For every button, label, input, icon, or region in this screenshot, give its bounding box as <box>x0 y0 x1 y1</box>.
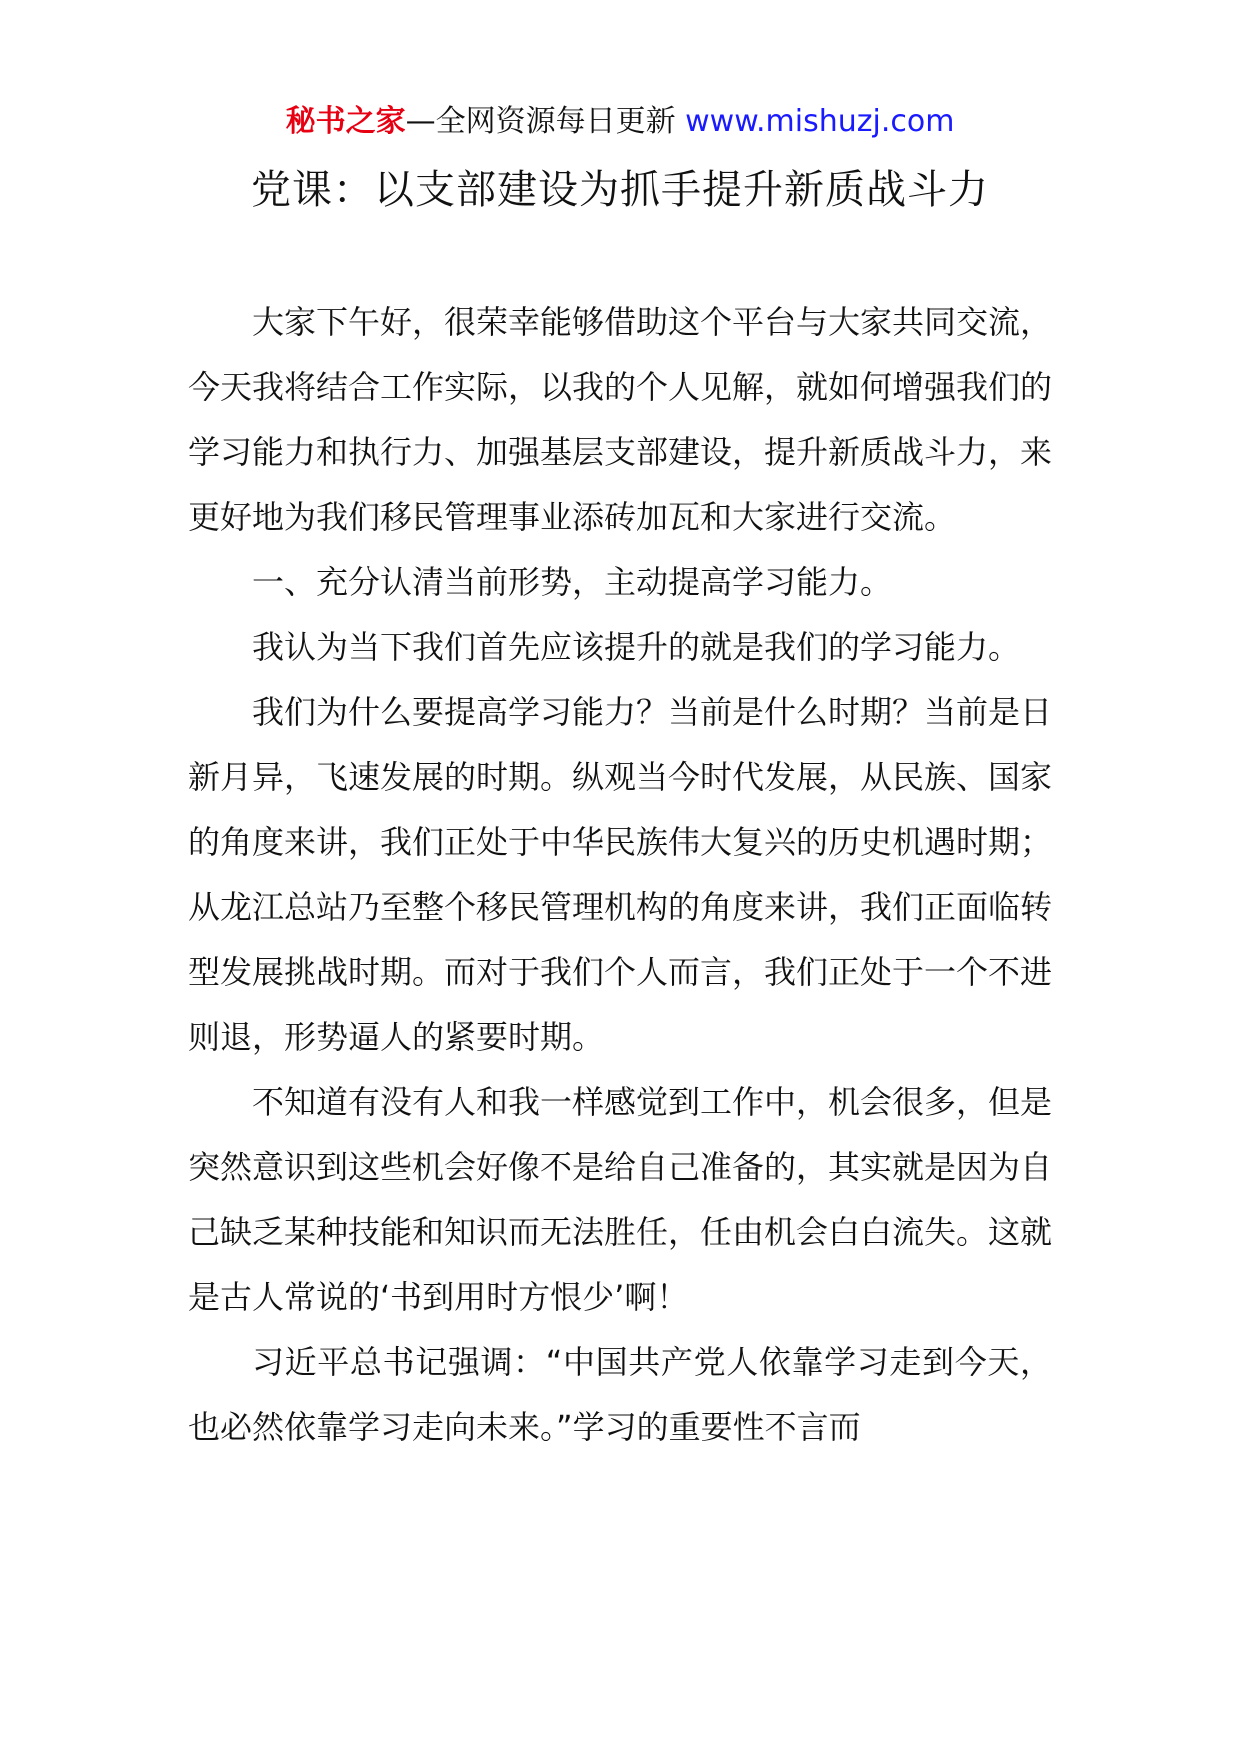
paragraph: 我们为什么要提高学习能力？当前是什么时期？当前是日新月异，飞速发展的时期。纵观当今时代发展，从民族、国家的角度来讲，我们正处于中华民族伟大复兴的历史机遇时期；从龙江总站乃至整个移民管理机构的角度来讲，我们正面临转型发展挑战时期。而对于我们个人而言，我们正处于一个不进则退，形势逼人的紧要时期。 <box>188 693 1053 1056</box>
site-brand: 秘书之家 <box>285 104 406 139</box>
paragraph: 不知道有没有人和我一样感觉到工作中，机会很多，但是突然意识到这些机会好像不是给自己准备的，其实就是因为自己缺乏某种技能和知识而无法胜任，任由机会白白流失。这就是古人常说的‘书到用时方恨少’啊！ <box>188 1083 1053 1316</box>
site-tagline: —全网资源每日更新 <box>405 104 676 139</box>
document-title: 党课：以支部建设为抓手提升新质战斗力 <box>251 167 989 213</box>
paragraph-greeting: 大家下午好，很荣幸能够借助这个平台与大家共同交流，今天我将结合工作实际，以我的个人见解，就如何增强我们的学习能力和执行力、加强基层支部建设，提升新质战斗力，来更好地为我们移民管理事业添砖加瓦和大家进行交流。 <box>188 303 1053 536</box>
document-body <box>188 290 1052 1460</box>
section-heading-1: 一、充分认清当前形势，主动提高学习能力。 <box>252 563 893 601</box>
paragraph: 习近平总书记强调：“中国共产党人依靠学习走到今天，也必然依靠学习走向未来。”学习的重要性不言而 <box>188 1343 1052 1446</box>
paragraph: 我认为当下我们首先应该提升的就是我们的学习能力。 <box>252 628 1021 666</box>
site-url-link[interactable]: www.mishuzj.com <box>685 104 955 139</box>
site-banner <box>0 102 1240 142</box>
